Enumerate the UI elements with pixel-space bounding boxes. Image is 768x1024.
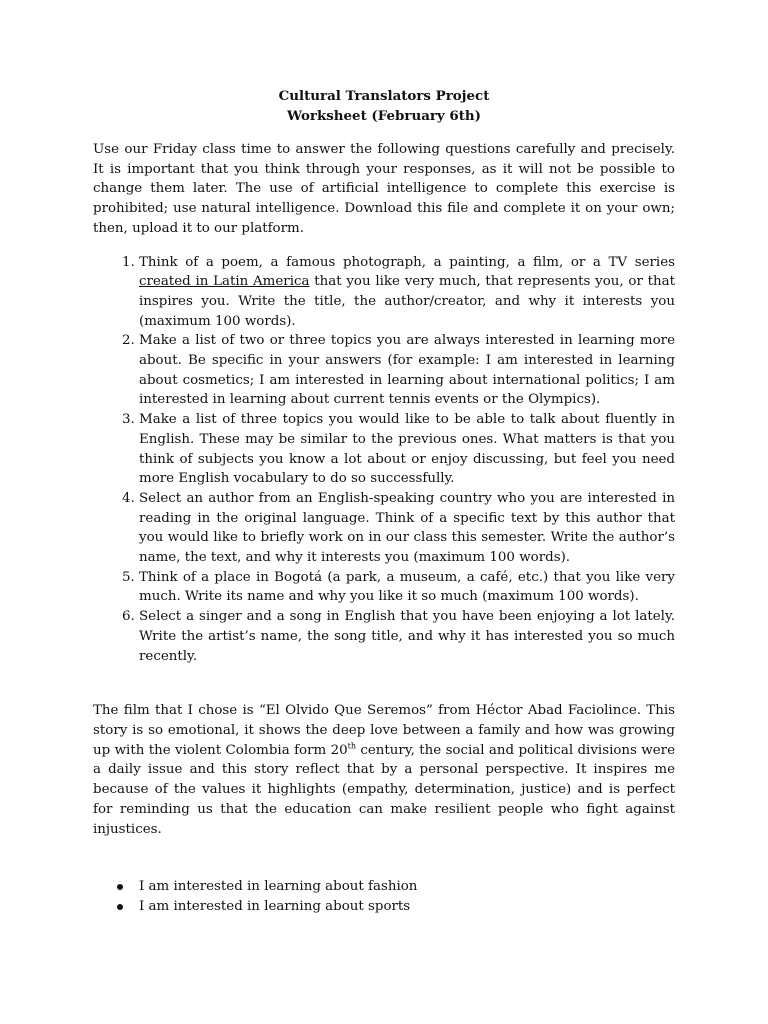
answer-paragraph — [93, 701, 675, 839]
question-item: 5. Think of a place in Bogotá (a park, a museum, a café, etc.) that you like very much. Write its name and why you like it so much (maximum 100 words). — [139, 568, 675, 607]
question-text: that you like very much, that represents you, or that inspires you. Write the title, the author/creator, and why it interests you (maximum 100 words). — [139, 274, 675, 329]
topics-list — [93, 877, 675, 916]
question-item: 4. Select an author from an English-speaking country who you are interested in reading in the original language. Think of a specific text by this author that you would like to briefly work on in our class this semester. Write the author’s name, the text, and why it interests you (maximum 100 words). — [139, 489, 675, 568]
topic-item: I am interested in learning about fashion — [139, 877, 675, 897]
question-underlined-text: created in Latin America — [139, 274, 310, 290]
answer-text: The film that I chose is “El Olvido Que Seremos” from Héctor Abad Faciolince. This story is so emotional, it shows the deep love between a family and how was growing up with the violent Colombia form 20 — [93, 703, 675, 758]
document-subtitle: Worksheet (February 6th) — [287, 108, 481, 124]
document-title: Cultural Translators Project — [278, 88, 490, 104]
question-item: 3. Make a list of three topics you would like to be able to talk about fluently in English. These may be similar to the previous ones. What matters is that you think of subjects you know a lot about or enjoy discussing, but feel you need more English vocabulary to do so successfully. — [139, 410, 675, 489]
topic-item: I am interested in learning about sports — [139, 897, 675, 917]
questions-list — [93, 253, 675, 667]
question-item: 2. Make a list of two or three topics you are always interested in learning more about. Be specific in your answers (for example: I am interested in learning about cosmetics; I am interested in learning about international politics; I am interested in learning about current tennis events or the Olympics). — [139, 331, 675, 410]
question-text: Think of a poem, a famous photograph, a painting, a film, or a TV series — [139, 254, 675, 270]
ordinal-superscript: th — [347, 741, 356, 751]
question-item — [139, 253, 675, 332]
answer-text: century, the social and political divisions were a daily issue and this story reflect that by a personal perspective. It inspires me because of the values it highlights (empathy, determination, justice) and is perfect for reminding us that the education can make resilient people who fight against injustices. — [93, 742, 675, 837]
document-page — [93, 86, 675, 917]
question-item: 6. Select a singer and a song in English that you have been enjoying a lot lately. Write the artist’s name, the song title, and why it has interested you so much recently. — [139, 607, 675, 666]
intro-paragraph: Use our Friday class time to answer the following questions carefully and precisely. It is important that you think through your responses, as it will not be possible to change them later. The use of artificial intelligence to complete this exercise is prohibited; use natural intelligence. Download this file and complete it on your own; then, upload it to our platform. — [93, 142, 675, 236]
